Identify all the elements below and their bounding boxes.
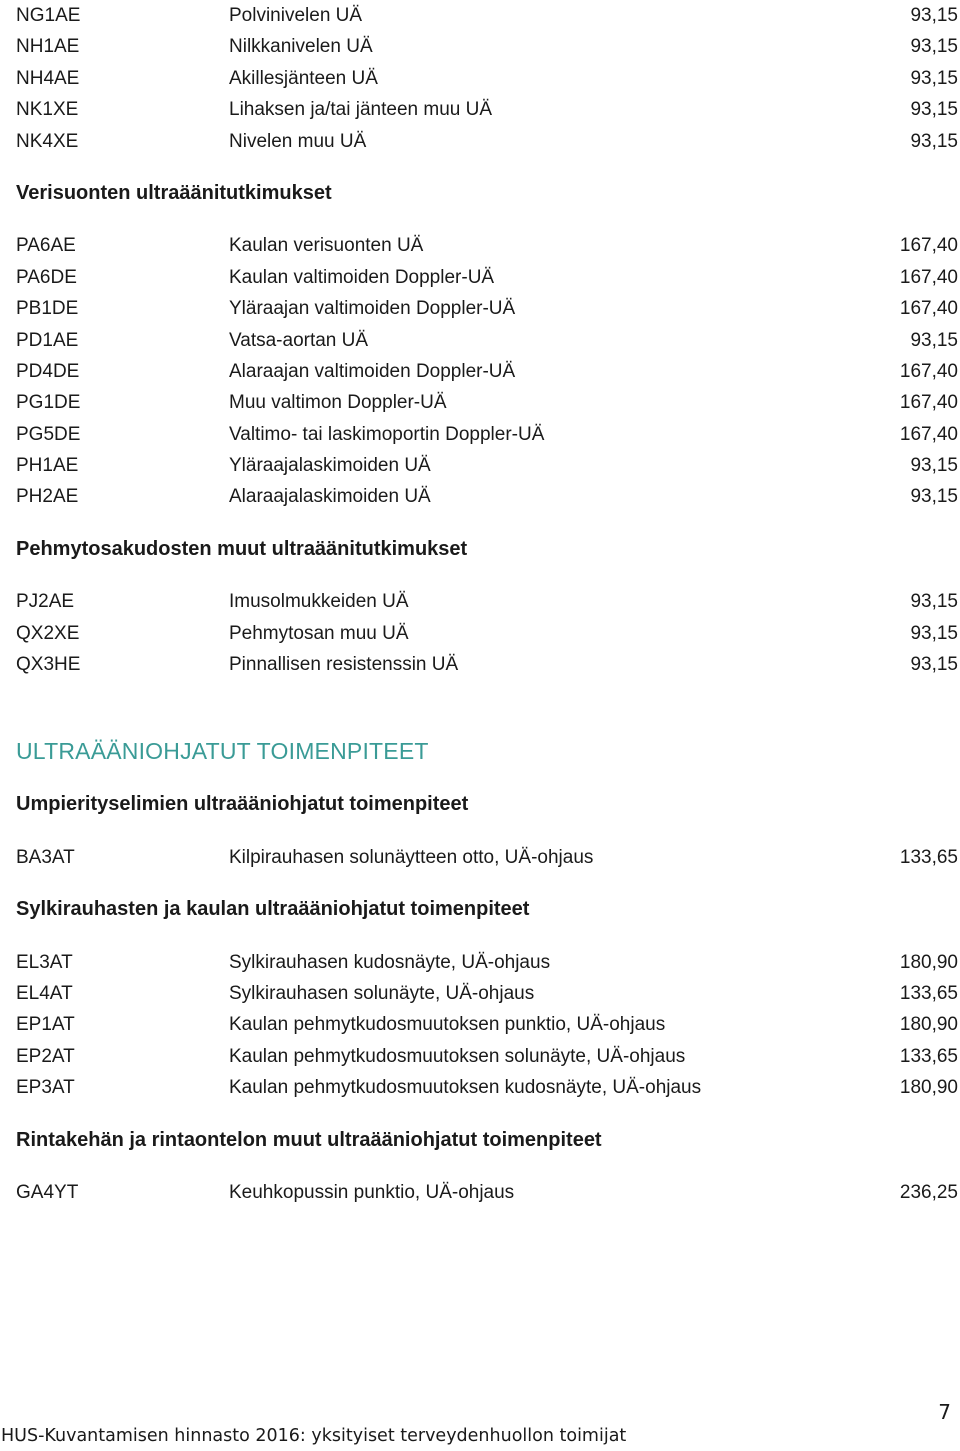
procedure-description: Kaulan verisuonten UÄ bbox=[229, 235, 424, 257]
price-row bbox=[16, 230, 958, 261]
procedure-description: Muu valtimon Doppler-UÄ bbox=[229, 392, 447, 414]
spacer bbox=[16, 209, 958, 230]
price-row bbox=[16, 1072, 958, 1103]
price-row bbox=[16, 481, 958, 512]
procedure-price: 93,15 bbox=[910, 329, 958, 351]
procedure-description: Kaulan valtimoiden Doppler-UÄ bbox=[229, 266, 495, 288]
procedure-description: Akillesjänteen UÄ bbox=[229, 67, 378, 89]
price-row bbox=[16, 126, 958, 157]
procedure-price: 93,15 bbox=[910, 36, 958, 58]
procedure-description: Pinnallisen resistenssin UÄ bbox=[229, 654, 459, 676]
price-row bbox=[16, 356, 958, 387]
procedure-price: 167,40 bbox=[899, 235, 958, 257]
procedure-price: 93,15 bbox=[910, 67, 958, 89]
spacer bbox=[16, 1104, 958, 1125]
procedure-description: Sylkirauhasen solunäyte, UÄ-ohjaus bbox=[229, 982, 535, 1004]
procedure-description: Kaulan pehmytkudosmuutoksen solunäyte, UÄ-ohjaus bbox=[229, 1045, 686, 1067]
price-row bbox=[16, 649, 958, 680]
procedure-code: EP3AT bbox=[16, 1077, 75, 1099]
price-row bbox=[16, 978, 958, 1009]
price-row bbox=[16, 586, 958, 617]
procedure-description: Vatsa-aortan UÄ bbox=[229, 329, 369, 351]
spacer bbox=[16, 565, 958, 586]
procedure-description: Alaraajalaskimoiden UÄ bbox=[229, 486, 431, 508]
section-heading: Pehmytosakudosten muut ultraäänitutkimukset bbox=[16, 537, 468, 560]
procedure-price: 93,15 bbox=[910, 486, 958, 508]
procedure-price: 180,90 bbox=[899, 951, 958, 973]
procedure-code: PH1AE bbox=[16, 455, 79, 477]
spacer bbox=[16, 773, 958, 789]
procedure-price: 180,90 bbox=[899, 1014, 958, 1036]
procedure-price: 133,65 bbox=[899, 1045, 958, 1067]
section-heading: Sylkirauhasten ja kaulan ultraääniohjatut toimenpiteet bbox=[16, 898, 530, 921]
procedure-code: PG5DE bbox=[16, 423, 81, 445]
procedure-code: PD1AE bbox=[16, 329, 79, 351]
price-row bbox=[16, 0, 958, 31]
procedure-description: Kilpirauhasen solunäytteen otto, UÄ-ohjaus bbox=[229, 846, 594, 868]
price-row bbox=[16, 63, 958, 94]
spacer bbox=[16, 680, 958, 729]
price-row bbox=[16, 1009, 958, 1040]
procedure-description: Keuhkopussin punktio, UÄ-ohjaus bbox=[229, 1181, 515, 1203]
procedure-code: EL3AT bbox=[16, 951, 73, 973]
procedure-code: NH1AE bbox=[16, 36, 80, 58]
section-heading: Umpierityselimien ultraääniohjatut toimenpiteet bbox=[16, 793, 469, 816]
spacer bbox=[16, 1156, 958, 1177]
price-row bbox=[16, 618, 958, 649]
procedure-code: GA4YT bbox=[16, 1181, 79, 1203]
price-row bbox=[16, 1041, 958, 1072]
procedure-code: QX3HE bbox=[16, 654, 81, 676]
procedure-code: NK4XE bbox=[16, 130, 79, 152]
procedure-price: 133,65 bbox=[899, 846, 958, 868]
procedure-description: Pehmytosan muu UÄ bbox=[229, 622, 409, 644]
procedure-code: PA6DE bbox=[16, 266, 77, 288]
section-heading: Rintakehän ja rintaontelon muut ultraääniohjatut toimenpiteet bbox=[16, 1128, 602, 1151]
procedure-description: Polvinivelen UÄ bbox=[229, 5, 363, 26]
section-heading: Verisuonten ultraäänitutkimukset bbox=[16, 181, 332, 204]
procedure-code: BA3AT bbox=[16, 846, 75, 868]
procedure-code: QX2XE bbox=[16, 622, 80, 644]
procedure-description: Yläraajalaskimoiden UÄ bbox=[229, 455, 431, 477]
procedure-code: NH4AE bbox=[16, 67, 80, 89]
price-row bbox=[16, 325, 958, 356]
procedure-description: Lihaksen ja/tai jänteen muu UÄ bbox=[229, 99, 492, 121]
procedure-code: PA6AE bbox=[16, 235, 76, 257]
procedure-price: 133,65 bbox=[899, 982, 958, 1004]
procedure-code: EP2AT bbox=[16, 1045, 75, 1067]
procedure-price: 236,25 bbox=[899, 1181, 958, 1203]
price-row bbox=[16, 419, 958, 450]
procedure-price: 167,40 bbox=[899, 392, 958, 414]
procedure-price: 167,40 bbox=[899, 423, 958, 445]
procedure-price: 93,15 bbox=[910, 5, 958, 26]
price-row bbox=[16, 262, 958, 293]
procedure-price: 167,40 bbox=[899, 298, 958, 320]
spacer bbox=[16, 513, 958, 534]
procedure-price: 93,15 bbox=[910, 591, 958, 613]
procedure-code: EL4AT bbox=[16, 982, 73, 1004]
procedure-code: PH2AE bbox=[16, 486, 79, 508]
procedure-price: 93,15 bbox=[910, 455, 958, 477]
procedure-description: Imusolmukkeiden UÄ bbox=[229, 591, 409, 613]
procedure-price: 167,40 bbox=[899, 360, 958, 382]
procedure-code: PJ2AE bbox=[16, 591, 75, 613]
procedure-code: NG1AE bbox=[16, 5, 81, 26]
price-row bbox=[16, 31, 958, 62]
procedure-description: Kaulan pehmytkudosmuutoksen kudosnäyte, UÄ-ohjaus bbox=[229, 1077, 702, 1099]
procedure-code: NK1XE bbox=[16, 99, 79, 121]
spacer bbox=[16, 157, 958, 178]
procedure-description: Nivelen muu UÄ bbox=[229, 130, 367, 152]
procedure-description: Yläraajan valtimoiden Doppler-UÄ bbox=[229, 298, 516, 320]
procedure-price: 93,15 bbox=[910, 622, 958, 644]
procedure-price: 93,15 bbox=[910, 130, 958, 152]
procedure-price: 93,15 bbox=[910, 654, 958, 676]
procedure-code: PG1DE bbox=[16, 392, 81, 414]
spacer bbox=[16, 821, 958, 842]
spacer bbox=[16, 873, 958, 894]
price-row bbox=[16, 1177, 958, 1208]
chapter-heading: ULTRAÄÄNIOHJATUT TOIMENPITEET bbox=[16, 738, 429, 765]
procedure-code: PD4DE bbox=[16, 360, 80, 382]
price-row bbox=[16, 387, 958, 418]
procedure-description: Nilkkanivelen UÄ bbox=[229, 36, 373, 58]
procedure-description: Kaulan pehmytkudosmuutoksen punktio, UÄ-ohjaus bbox=[229, 1014, 666, 1036]
procedure-description: Valtimo- tai laskimoportin Doppler-UÄ bbox=[229, 423, 545, 445]
price-row bbox=[16, 94, 958, 125]
price-list bbox=[16, 0, 958, 1208]
footer-text: HUS-Kuvantamisen hinnasto 2016: yksityiset terveydenhuollon toimijat bbox=[1, 1426, 627, 1446]
price-row bbox=[16, 947, 958, 978]
procedure-description: Sylkirauhasen kudosnäyte, UÄ-ohjaus bbox=[229, 951, 551, 973]
procedure-description: Alaraajan valtimoiden Doppler-UÄ bbox=[229, 360, 516, 382]
procedure-code: EP1AT bbox=[16, 1014, 75, 1036]
price-row bbox=[16, 842, 958, 873]
procedure-code: PB1DE bbox=[16, 298, 79, 320]
price-row bbox=[16, 450, 958, 481]
procedure-price: 180,90 bbox=[899, 1077, 958, 1099]
procedure-price: 167,40 bbox=[899, 266, 958, 288]
procedure-price: 93,15 bbox=[910, 99, 958, 121]
spacer bbox=[16, 926, 958, 947]
price-row bbox=[16, 293, 958, 324]
page-number: 7 bbox=[938, 1400, 951, 1424]
